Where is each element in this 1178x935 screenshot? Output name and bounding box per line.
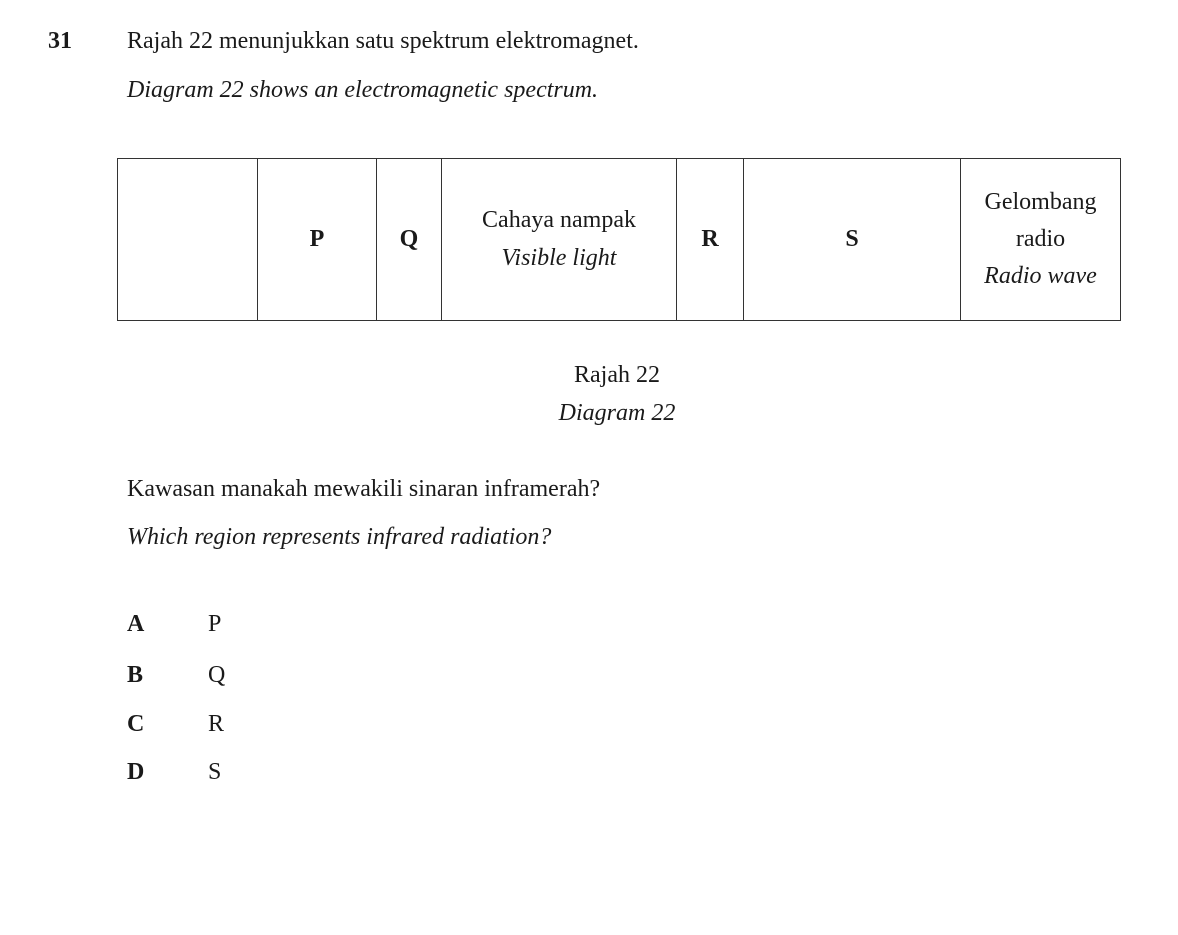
option-text: Q (208, 662, 226, 688)
option-text: R (208, 711, 225, 737)
question-number: 31 (48, 28, 72, 54)
spectrum-cell-s: S (744, 159, 961, 321)
prompt-english: Which region represents infrared radiation? (127, 524, 552, 550)
option-letter: A (127, 611, 145, 637)
radio-wave-label-english: Radio wave (984, 263, 1097, 290)
radio-wave-label-malay-line1: Gelombang (984, 188, 1097, 215)
option-text: P (208, 611, 222, 637)
question-stem-malay: Rajah 22 menunjukkan satu spektrum elektromagnet. (127, 28, 639, 54)
prompt-malay: Kawasan manakah mewakili sinaran inframerah? (127, 476, 601, 502)
option-letter: D (127, 759, 145, 785)
spectrum-cell-visible-light (442, 159, 677, 321)
spectrum-cell-r: R (677, 159, 744, 321)
radio-wave-label-malay-line2: radio (1015, 225, 1066, 252)
spectrum-cell-blank (118, 159, 258, 321)
spectrum-cell-radio-wave (961, 159, 1121, 321)
electromagnetic-spectrum-table (117, 158, 1121, 321)
option-letter: C (127, 711, 145, 737)
option-letter: B (127, 662, 144, 688)
visible-light-label-malay: Cahaya nampak (482, 207, 636, 234)
diagram-caption-english: Diagram 22 (558, 400, 676, 426)
diagram-caption-malay: Rajah 22 (574, 362, 660, 388)
spectrum-cell-q: Q (377, 159, 442, 321)
visible-light-label-english: Visible light (501, 244, 617, 271)
question-stem-english: Diagram 22 shows an electromagnetic spectrum. (127, 77, 599, 103)
spectrum-cell-p: P (258, 159, 377, 321)
option-text: S (208, 759, 222, 785)
